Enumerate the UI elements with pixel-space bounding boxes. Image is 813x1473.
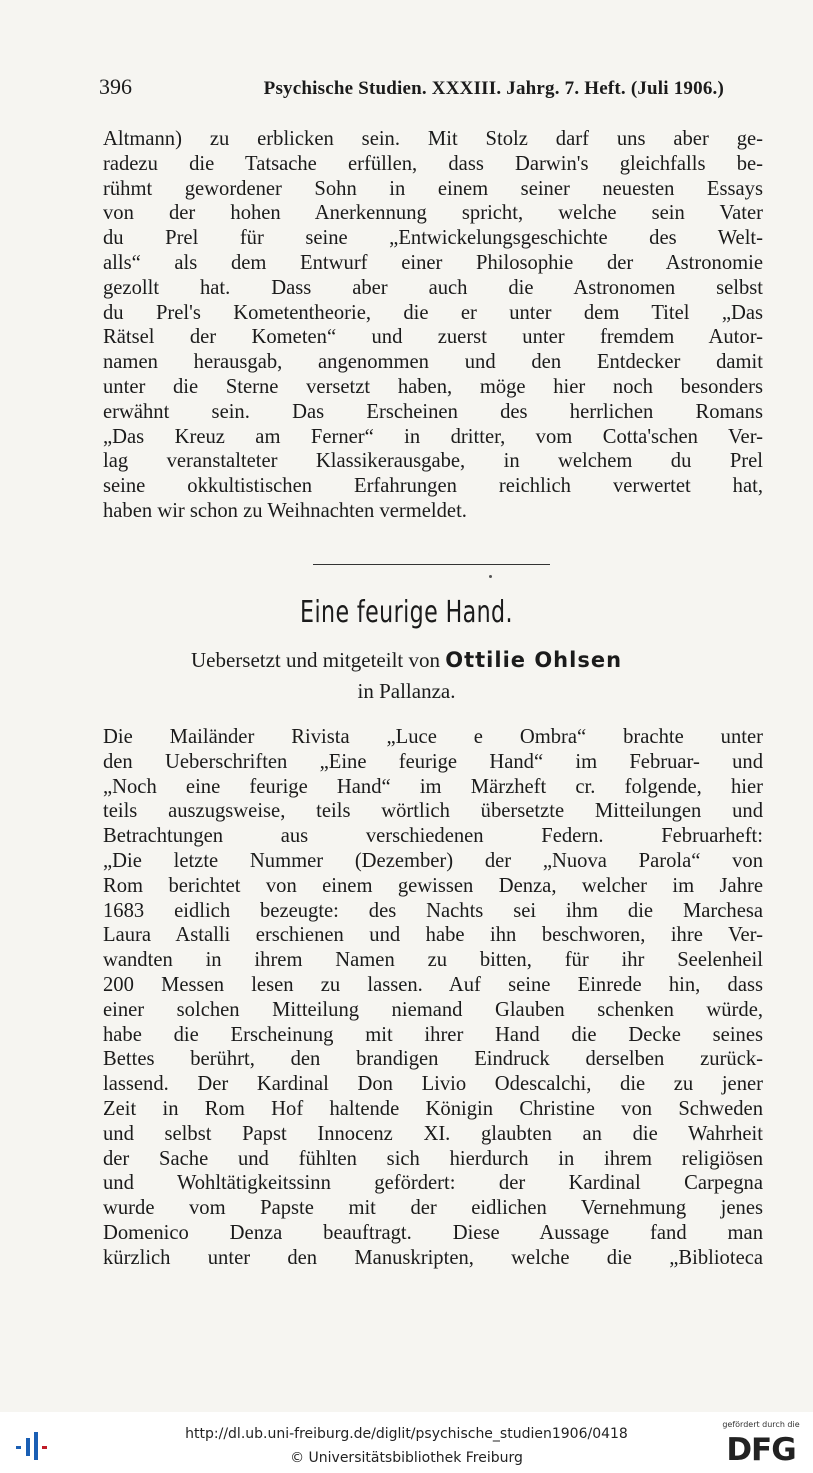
section-divider (313, 564, 550, 565)
text-line: alls“ als dem Entwurf einer Philosophie der Astronomie (103, 251, 763, 274)
article-body (103, 725, 763, 1271)
copyright-notice: © Universitätsbibliothek Freiburg (290, 1450, 523, 1466)
text-line: „Noch eine feurige Hand“ im Märzheft cr. folgende, hier (103, 775, 763, 798)
text-line: Rätsel der Kometen“ und zuerst unter fremdem Autor- (103, 326, 763, 349)
text-line: und selbst Papst Innocenz XI. glaubten an die Wahrheit (103, 1122, 763, 1145)
article-title: Eine feurige Hand. (300, 595, 513, 630)
text-line: gezollt hat. Dass aber auch die Astronomen selbst (103, 276, 763, 299)
text-line: seine okkultistischen Erfahrungen reichlich verwertet hat, (103, 475, 763, 498)
text-line: rühmt gewordener Sohn in einem seiner neuesten Essays (103, 177, 763, 200)
text-line: Die Mailänder Rivista „Luce e Ombra“ brachte unter (103, 726, 763, 748)
text-line: unter die Sterne versetzt haben, möge hier noch besonders (103, 375, 763, 398)
text-line: du Prel für seine „Entwickelungsgeschichte des Welt- (103, 227, 763, 250)
text-line: namen herausgab, angenommen und den Entdecker damit (103, 351, 763, 374)
text-line: lag veranstalteter Klassikerausgabe, in welchem du Prel (103, 450, 763, 473)
text-line: lassend. Der Kardinal Don Livio Odescalchi, die zu jener (103, 1073, 763, 1096)
dfg-caption: gefördert durch die (722, 1420, 800, 1429)
text-line: Altmann) zu erblicken sein. Mit Stolz darf uns aber ge- (103, 128, 763, 150)
text-line: 1683 eidlich bezeugte: des Nachts sei ihm die Marchesa (103, 899, 763, 922)
text-line: Laura Astalli erschienen und habe ihn beschworen, ihre Ver- (103, 924, 763, 947)
dfg-wordmark: DFG (726, 1432, 796, 1468)
article-byline (0, 648, 813, 673)
text-line: Domenico Denza beauftragt. Diese Aussage fand man (103, 1221, 763, 1244)
text-line: wurde vom Papste mit der eidlichen Vernehmung jenes (103, 1197, 763, 1220)
text-line: den Ueberschriften „Eine feurige Hand“ im Februar- und (103, 750, 763, 773)
text-line: Betrachtungen aus verschiedenen Federn. Februarheft: (103, 825, 763, 848)
text-line: Zeit in Rom Hof haltende Königin Christine von Schweden (103, 1097, 763, 1120)
page-number: 396 (99, 74, 132, 99)
text-line: haben wir schon zu Weihnachten vermeldet. (103, 499, 467, 522)
byline-prefix: Uebersetzt und mitgeteilt von (190, 648, 440, 672)
running-header (99, 74, 724, 100)
text-line: 200 Messen lesen zu lassen. Auf seine Einrede hin, dass (103, 973, 763, 996)
dfg-logo (715, 1420, 807, 1470)
text-line: du Prel's Kometentheorie, die er unter dem Titel „Das (103, 301, 763, 324)
author-place: in Pallanza. (357, 679, 456, 703)
library-footer (0, 1412, 813, 1473)
text-line: erwähnt sein. Das Erscheinen des herrlichen Romans (103, 400, 763, 423)
text-line: einer solchen Mitteilung niemand Glauben schenken würde, (103, 998, 763, 1021)
text-line: „Die letzte Nummer (Dezember) der „Nuova Parola“ von (103, 849, 763, 872)
text-line: und Wohltätigkeitssinn gefördert: der Kardinal Carpegna (103, 1172, 763, 1195)
text-line: wandten in ihrem Namen zu bitten, für ihr Seelenheil (103, 949, 763, 972)
divider-dot (489, 575, 492, 578)
running-head: Psychische Studien. XXXIII. Jahrg. 7. Heft. (Juli 1906.) (263, 78, 724, 99)
text-line: radezu die Tatsache erfüllen, dass Darwin's gleichfalls be- (103, 152, 763, 175)
author-name: Ottilie Ohlsen (445, 648, 623, 672)
text-line: „Das Kreuz am Ferner“ in dritter, vom Cotta'schen Ver- (103, 425, 763, 448)
text-line: teils auszugsweise, teils wörtlich übersetzte Mitteilungen und (103, 800, 763, 823)
text-line: von der hohen Anerkennung spricht, welche sein Vater (103, 202, 763, 225)
source-url-link[interactable]: http://dl.ub.uni-freiburg.de/diglit/psychische_studien1906/0418 (185, 1426, 628, 1442)
text-line: habe die Erscheinung mit ihrer Hand die Decke seines (103, 1023, 763, 1046)
continuation-paragraph (103, 127, 763, 524)
text-line: der Sache und fühlten sich hierdurch in ihrem religiösen (103, 1147, 763, 1170)
text-line: Bettes berührt, den brandigen Eindruck derselben zurück- (103, 1048, 763, 1071)
text-line: Rom berichtet von einem gewissen Denza, welcher im Jahre (103, 874, 763, 897)
text-line: kürzlich unter den Manuskripten, welche die „Biblioteca (103, 1246, 763, 1269)
